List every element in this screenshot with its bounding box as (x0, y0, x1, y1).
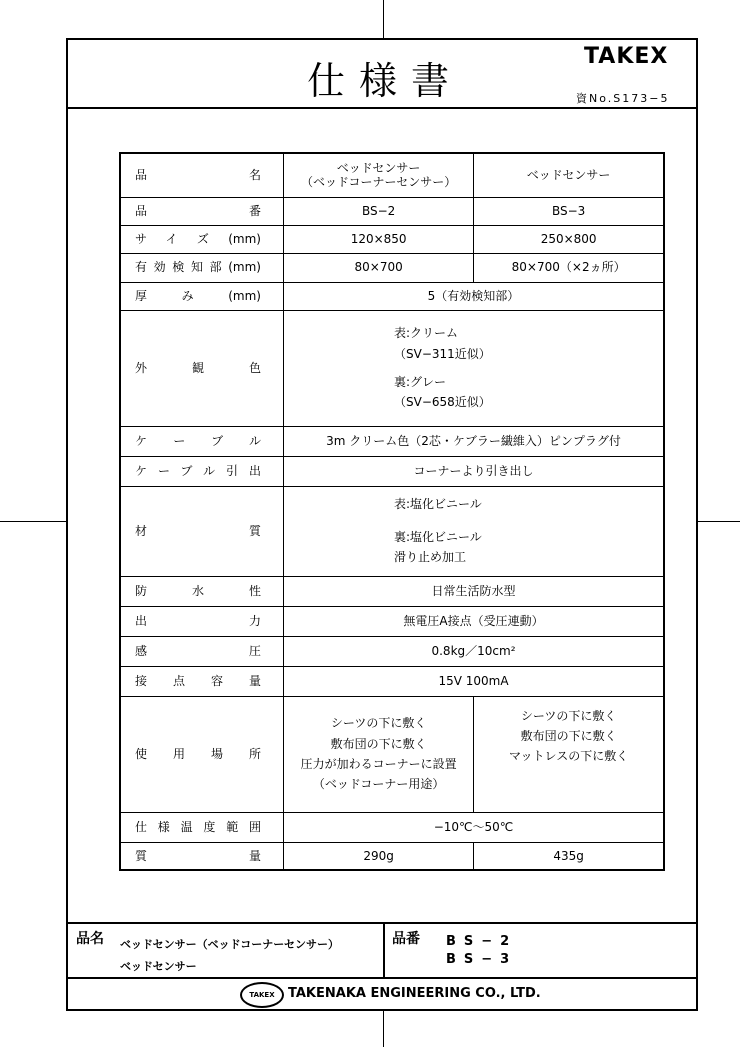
row-label: 有効検知部(mm) (135, 260, 261, 275)
footer-product-number-1: BS−2 (446, 934, 518, 949)
company-name: TAKENAKA ENGINEERING CO., LTD. (288, 986, 541, 1001)
row-label: 使用場所 (135, 746, 261, 761)
row-label: ケーブル (135, 433, 261, 448)
footer-product-name-1: ベッドセンサー（ベッドコーナーセンサー） (120, 938, 340, 951)
table-cell: 80×700 (284, 253, 474, 282)
row-label: 品番 (135, 203, 261, 218)
row-label: 接点容量 (135, 673, 261, 688)
cell-line: マットレスの下に敷く (509, 749, 629, 764)
table-cell: 5（有効検知部） (284, 282, 665, 310)
row-label: サイズ(mm) (135, 231, 261, 246)
table-cell (284, 486, 665, 576)
table-cell: −10℃〜50℃ (284, 812, 665, 842)
table-row (120, 153, 664, 197)
table-cell: ベッドセンサー （ベッドコーナーセンサー） (284, 153, 474, 197)
table-cell (474, 696, 664, 812)
table-row (120, 225, 664, 253)
row-label: 品名 (135, 168, 261, 183)
footer-product-number-label: 品番 (392, 931, 420, 947)
footer-column-divider (383, 922, 385, 977)
table-row (120, 486, 664, 576)
table-row (120, 606, 664, 636)
table-cell: 0.8kg／10cm² (284, 636, 665, 666)
table-row (120, 426, 664, 456)
table-cell: ベッドセンサー (474, 153, 664, 197)
spec-table (119, 152, 665, 871)
table-row (120, 812, 664, 842)
table-cell: BS−2 (284, 197, 474, 225)
footer-product-name-2: ベッドセンサー (120, 960, 197, 973)
crop-mark-top (383, 0, 384, 38)
table-cell: 3m クリーム色（2芯・ケブラー繊維入）ピンプラグ付 (284, 426, 665, 456)
document-number: 資No.S173−5 (576, 92, 670, 105)
row-label: 外観色 (135, 360, 261, 375)
brand-logo-text: TAKEX (584, 44, 669, 69)
cell-line: （SV−311近似） (394, 346, 491, 361)
table-row (120, 282, 664, 310)
table-cell: 120×850 (284, 225, 474, 253)
row-label: 仕様温度範囲 (135, 819, 261, 834)
cell-line: シーツの下に敷く (520, 708, 617, 723)
table-cell: BS−3 (474, 197, 664, 225)
cell-line: 裏:グレー (394, 375, 447, 389)
row-label: 感圧 (135, 643, 261, 658)
footer-product-number-2: BS−3 (446, 952, 518, 967)
footer-divider-top (66, 922, 698, 924)
cell-line: 敷布団の下に敷く (330, 736, 427, 751)
row-label: 材質 (135, 523, 261, 538)
cell-line: （ベッドコーナー用途） (312, 777, 445, 792)
table-row (120, 636, 664, 666)
table-cell: 無電圧A接点（受圧連動） (284, 606, 665, 636)
footer-divider-bottom (66, 977, 698, 979)
table-cell: 435g (474, 842, 664, 870)
table-cell: 80×700（×2ヵ所） (474, 253, 664, 282)
table-cell: 日常生活防水型 (284, 576, 665, 606)
row-label: 出力 (135, 613, 261, 628)
cell-line: 敷布団の下に敷く (520, 728, 617, 743)
table-row (120, 842, 664, 870)
page-title: 仕様書 (306, 59, 463, 103)
cell-line: 裏:塩化ビニール (394, 529, 482, 544)
crop-mark-left (0, 521, 66, 522)
cell-line: 滑り止め加工 (394, 550, 467, 565)
cell-line: 表:塩化ビニール (394, 497, 482, 512)
footer-product-name-label: 品名 (76, 931, 104, 947)
cell-line: （SV−658近似） (394, 395, 491, 410)
row-label: 質量 (135, 848, 261, 863)
company-logo-icon: TAKEX (240, 982, 284, 1008)
table-cell: 15V 100mA (284, 666, 665, 696)
table-row (120, 253, 664, 282)
table-cell (284, 696, 474, 812)
cell-line: 圧力が加わるコーナーに設置 (300, 757, 457, 771)
table-cell: 250×800 (474, 225, 664, 253)
cell-line: 表:クリーム (394, 326, 459, 341)
table-row (120, 696, 664, 812)
table-cell: コーナーより引き出し (284, 456, 665, 486)
table-row (120, 197, 664, 225)
table-row (120, 666, 664, 696)
row-label: ケーブル引出 (135, 463, 261, 478)
table-row (120, 310, 664, 426)
crop-mark-right (698, 521, 740, 522)
table-row (120, 456, 664, 486)
row-label: 厚み(mm) (135, 288, 261, 303)
header-divider (66, 107, 698, 109)
row-label: 防水性 (135, 583, 261, 598)
table-row (120, 576, 664, 606)
table-cell (284, 310, 665, 426)
table-cell: 290g (284, 842, 474, 870)
crop-mark-bottom (383, 1011, 384, 1047)
cell-line: シーツの下に敷く (330, 716, 427, 731)
